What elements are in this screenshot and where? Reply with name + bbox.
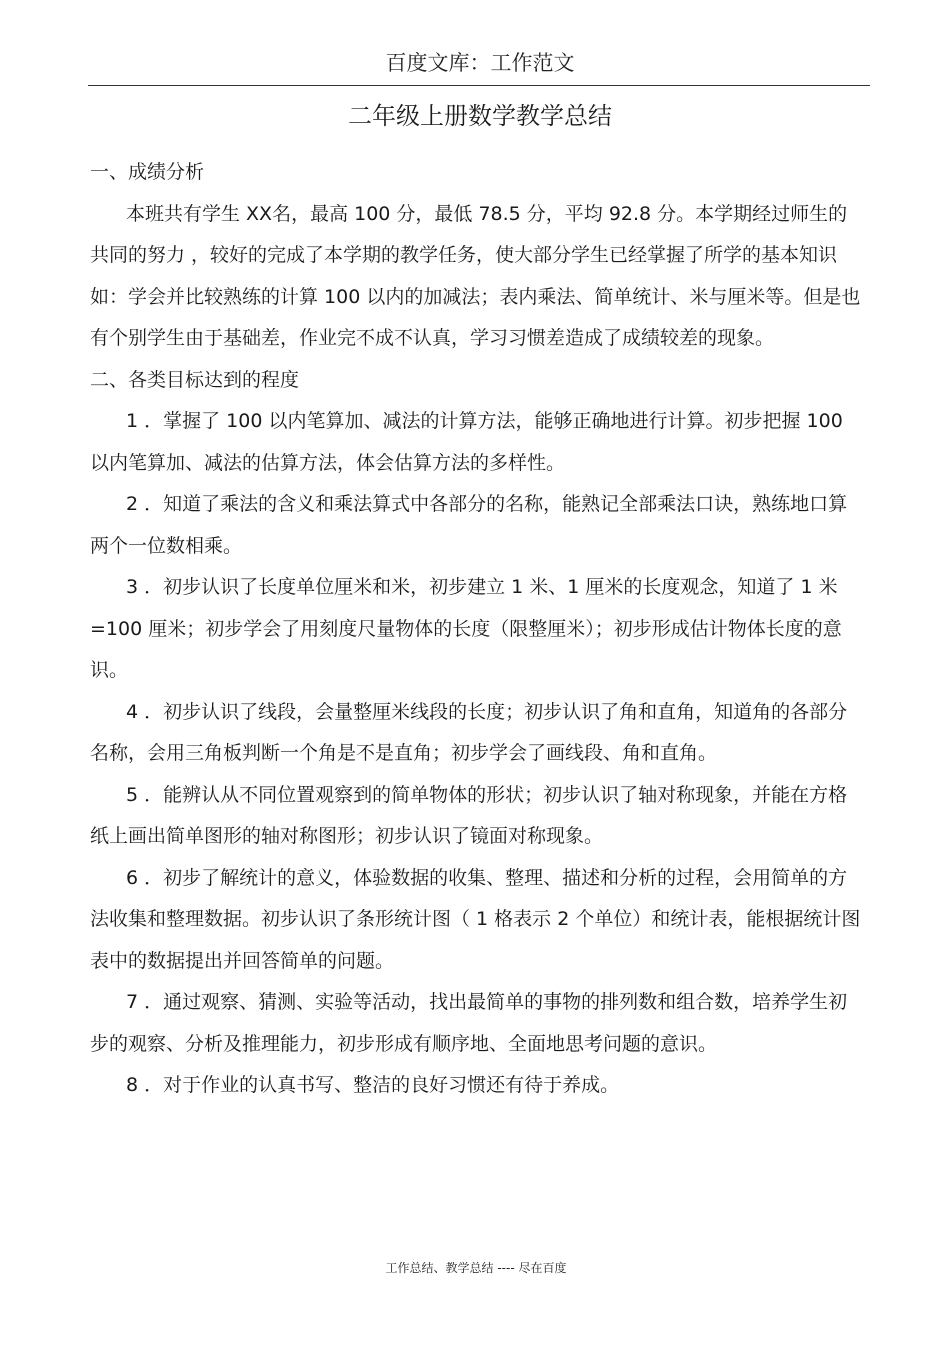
goal-item-6: 6 ．初步了解统计的意义，体验数据的收集、整理、描述和分析的过程，会用简单的方法收集和整理数据。初步认识了条形统计图（ 1 格表示 2 个单位）和统计表，能根据统计图表中的数据提出并回答简单的问题。 <box>90 866 861 972</box>
goal-item-5: 5 ．能辨认从不同位置观察到的简单物体的形状；初步认识了轴对称现象，并能在方格纸上画出简单图形的轴对称图形；初步认识了镜面对称现象。 <box>90 783 848 847</box>
page-footer: 工作总结、教学总结 ---- 尽在百度 <box>385 1261 567 1275</box>
section-heading-score-analysis: 一、成绩分析 <box>90 161 205 183</box>
score-analysis-paragraph: 本班共有学生 XX名，最高 100 分，最低 78.5 分，平均 92.8 分。本学期经过师生的共同的努力 ，较好的完成了本学期的教学任务，使大部分学生已经掌握了所学的基本知识如：学会并比较熟练的计算 100 以内的加减法；表内乘法、简单统计、米与厘米等。但是也有个别学生由于基础差，作业完不成不认真，学习习惯差造成了成绩较差的现象。 <box>90 202 861 349</box>
document-title: 二年级上册数学教学总结 <box>348 102 612 130</box>
goal-item-2: 2 ．知道了乘法的含义和乘法算式中各部分的名称，能熟记全部乘法口诀，熟练地口算两个一位数相乘。 <box>90 493 848 557</box>
goal-item-8: 8 ．对于作业的认真书写、整洁的良好习惯还有待于养成。 <box>126 1074 620 1096</box>
page-header: 百度文库：工作范文 <box>385 51 575 75</box>
section-heading-goals: 二、各类目标达到的程度 <box>90 368 300 391</box>
header-divider <box>88 85 870 86</box>
goal-item-7: 7 ．通过观察、猜测、实验等活动，找出最简单的事物的排列数和组合数，培养学生初步的观察、分析及推理能力，初步形成有顺序地、全面地思考问题的意识。 <box>90 991 848 1055</box>
goal-item-1: 1 ．掌握了 100 以内笔算加、减法的计算方法，能够正确地进行计算。初步把握 100 以内笔算加、减法的估算方法，体会估算方法的多样性。 <box>90 410 843 474</box>
document-body <box>90 152 862 1107</box>
goal-item-3: 3 ．初步认识了长度单位厘米和米，初步建立 1 米、1 厘米的长度观念，知道了 1 米=100 厘米；初步学会了用刻度尺量物体的长度（限整厘米）；初步形成估计物体长度的意识。 <box>90 576 842 681</box>
goal-item-4: 4 ．初步认识了线段，会量整厘米线段的长度；初步认识了角和直角，知道角的各部分名称，会用三角板判断一个角是不是直角；初步学会了画线段、角和直角。 <box>90 700 848 764</box>
